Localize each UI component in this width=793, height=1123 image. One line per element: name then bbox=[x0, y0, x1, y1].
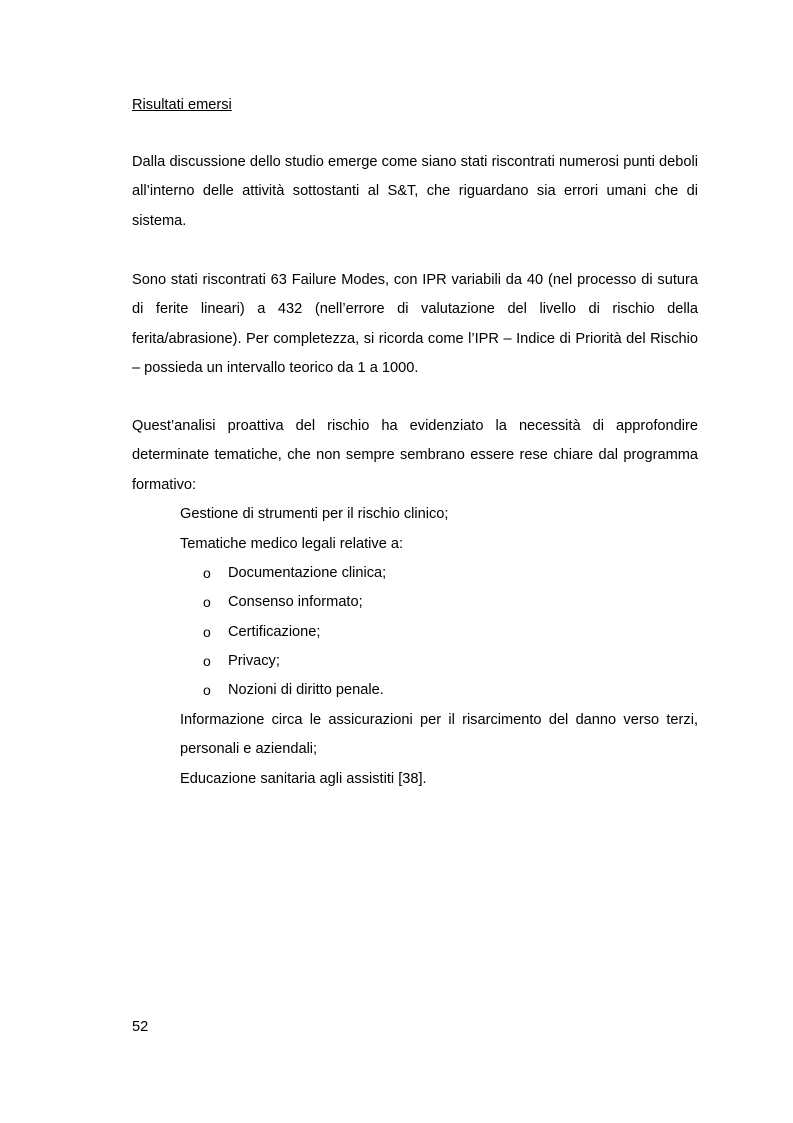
list-item-text: Gestione di strumenti per il rischio clinico; bbox=[180, 506, 449, 522]
sub-list-item-text: Documentazione clinica; bbox=[228, 565, 387, 581]
list-item-text: Educazione sanitaria agli assistiti [38]. bbox=[180, 771, 427, 787]
sub-bullet-marker: o bbox=[203, 565, 211, 581]
sub-bullet-marker: o bbox=[203, 682, 211, 698]
page-number: 52 bbox=[132, 1019, 149, 1035]
sub-bullet-marker: o bbox=[203, 624, 211, 640]
section-heading: Risultati emersi bbox=[132, 97, 232, 113]
list-item-text: Informazione circa le assicurazioni per il risarcimento del danno verso terzi, personali e aziendali; bbox=[180, 712, 698, 758]
list-item-text: Tematiche medico legali relative a: bbox=[180, 536, 404, 552]
sub-list-item-text: Certificazione; bbox=[228, 624, 321, 640]
sub-list-item-text: Privacy; bbox=[228, 653, 280, 669]
sub-bullet-marker: o bbox=[203, 594, 211, 610]
sub-list-item-text: Nozioni di diritto penale. bbox=[228, 682, 384, 698]
sub-bullet-marker: o bbox=[203, 653, 211, 669]
sub-list-item-text: Consenso informato; bbox=[228, 594, 363, 610]
paragraph-proactive-analysis: Quest’analisi proattiva del rischio ha evidenziato la necessità di approfondire determinate tematiche, che non sempre sembrano essere rese chiare dal programma formativo: bbox=[132, 418, 698, 493]
paragraph-failure-modes: Sono stati riscontrati 63 Failure Modes, con IPR variabili da 40 (nel processo di sutura di ferite lineari) a 432 (nell’errore di valutazione del livello di rischio della ferita/abrasione). Per completezza, si ricorda come l’IPR – Indice di Priorità del Rischio – possieda un intervallo teorico da 1 a 1000. bbox=[132, 272, 698, 377]
paragraph-discussion: Dalla discussione dello studio emerge come siano stati riscontrati numerosi punti deboli all’interno delle attività sottostanti al S&T, che riguardano sia errori umani che di sistema. bbox=[132, 154, 698, 229]
